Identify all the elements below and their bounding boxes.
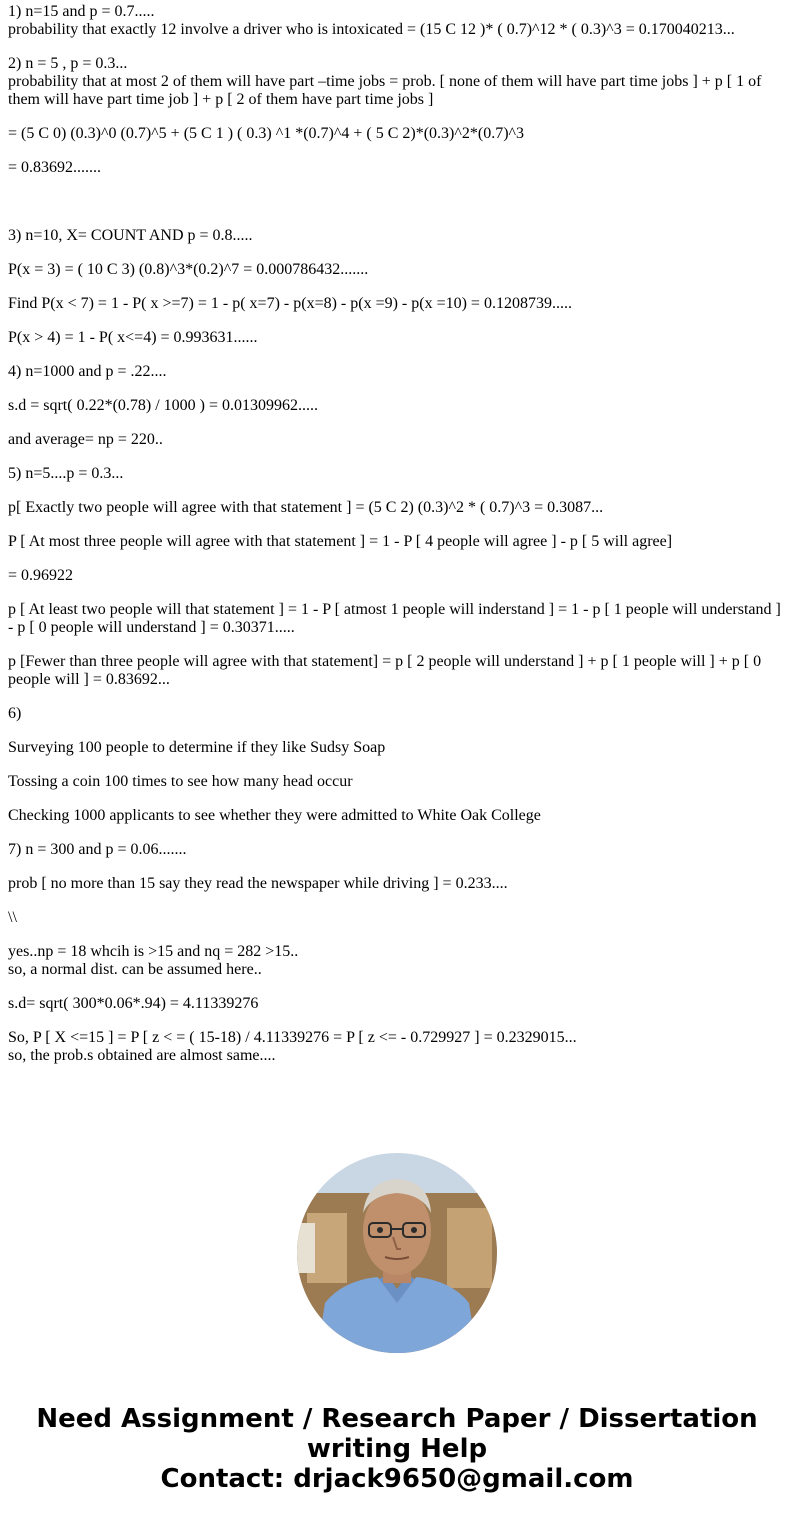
answer-line: = 0.83692....... xyxy=(8,159,102,176)
help-banner-contact[interactable]: Contact: drjack9650@gmail.com xyxy=(160,1464,634,1494)
answer-line: \\ xyxy=(8,909,17,926)
answer-paragraph xyxy=(8,567,786,585)
answer-line: P(x = 3) = ( 10 C 3) (0.8)^3*(0.2)^7 = 0.000786432....... xyxy=(8,261,369,278)
answer-line: yes..np = 18 whcih is >15 and nq = 282 >15.. xyxy=(8,943,299,960)
answer-line: 2) n = 5 , p = 0.3... xyxy=(8,55,128,72)
answer-paragraph xyxy=(8,261,786,279)
answer-paragraph xyxy=(8,465,786,483)
answer-paragraph xyxy=(8,125,786,143)
answer-paragraph xyxy=(8,653,786,689)
answer-line: 6) xyxy=(8,705,22,722)
answer-paragraph xyxy=(8,499,786,517)
answer-paragraph xyxy=(8,995,786,1013)
answer-paragraph xyxy=(8,807,786,825)
answer-paragraph xyxy=(8,533,786,551)
answer-line: Checking 1000 applicants to see whether they were admitted to White Oak College xyxy=(8,807,541,824)
author-avatar xyxy=(297,1153,497,1353)
answer-line: Find P(x < 7) = 1 - P( x >=7) = 1 - p( x=7) - p(x=8) - p(x =9) - p(x =10) = 0.1208739..... xyxy=(8,295,572,312)
answer-paragraph xyxy=(8,773,786,791)
answer-line: P [ At most three people will agree with that statement ] = 1 - P [ 4 people will agree ] - p [ 5 will agree] xyxy=(8,533,673,550)
answer-paragraph xyxy=(8,363,786,381)
answer-paragraph xyxy=(8,875,786,893)
answer-paragraph xyxy=(8,943,786,979)
answer-line: 4) n=1000 and p = .22.... xyxy=(8,363,167,380)
answer-line: so, a normal dist. can be assumed here.. xyxy=(8,961,262,978)
answer-line: s.d= sqrt( 300*0.06*.94) = 4.11339276 xyxy=(8,995,259,1012)
answer-paragraph xyxy=(8,909,786,927)
answer-paragraph xyxy=(8,397,786,415)
answer-paragraph xyxy=(8,705,786,723)
answer-paragraph xyxy=(8,1029,786,1065)
author-portrait-image xyxy=(297,1153,497,1353)
answer-line: 3) n=10, X= COUNT AND p = 0.8..... xyxy=(8,227,253,244)
answer-paragraph xyxy=(8,329,786,347)
answer-line: = (5 C 0) (0.3)^0 (0.7)^5 + (5 C 1 ) ( 0.3) ^1 *(0.7)^4 + ( 5 C 2)*(0.3)^2*(0.7)^3 xyxy=(8,125,525,142)
answer-line: Tossing a coin 100 times to see how many head occur xyxy=(8,773,353,790)
answer-paragraph xyxy=(8,739,786,757)
answer-line: s.d = sqrt( 0.22*(0.78) / 1000 ) = 0.01309962..... xyxy=(8,397,319,414)
answer-line: 5) n=5....p = 0.3... xyxy=(8,465,124,482)
answer-line: p [ At least two people will that statement ] = 1 - P [ atmost 1 people will inderstand ] = 1 - p [ 1 people will understand ] - p [ 0 people will understand ] = 0.30371..... xyxy=(8,601,781,636)
answer-paragraph xyxy=(8,3,786,39)
answer-paragraph xyxy=(8,431,786,449)
answer-line: prob [ no more than 15 say they read the newspaper while driving ] = 0.233.... xyxy=(8,875,508,892)
answer-line: probability that at most 2 of them will have part –time jobs = prob. [ none of them will have part time jobs ] + p [ 1 of them will have part time job ] + p [ 2 of them have part time jobs ] xyxy=(8,73,762,108)
answer-paragraph xyxy=(8,227,786,245)
answer-paragraph xyxy=(8,601,786,637)
answer-line: so, the prob.s obtained are almost same.... xyxy=(8,1047,276,1064)
answer-paragraph xyxy=(8,295,786,313)
answer-line: So, P [ X <=15 ] = P [ z < = ( 15-18) / 4.11339276 = P [ z <= - 0.729927 ] = 0.2329015... xyxy=(8,1029,577,1046)
help-banner-line1: Need Assignment / Research Paper / Dissertation xyxy=(36,1404,758,1434)
answer-line: = 0.96922 xyxy=(8,567,74,584)
answer-paragraph xyxy=(8,159,786,177)
answer-line: Surveying 100 people to determine if they like Sudsy Soap xyxy=(8,739,386,756)
answer-document xyxy=(8,3,786,1081)
answer-line: probability that exactly 12 involve a driver who is intoxicated = (15 C 12 )* ( 0.7)^12 * ( 0.3)^3 = 0.170040213... xyxy=(8,21,735,38)
answer-line: and average= np = 220.. xyxy=(8,431,163,448)
answer-line: P(x > 4) = 1 - P( x<=4) = 0.993631...... xyxy=(8,329,258,346)
help-banner-line2: writing Help xyxy=(306,1434,488,1464)
answer-line: p [Fewer than three people will agree with that statement] = p [ 2 people will understand ] + p [ 1 people will ] + p [ 0 people will ] = 0.83692... xyxy=(8,653,762,688)
help-banner xyxy=(0,1404,794,1494)
answer-paragraph xyxy=(8,841,786,859)
blank-spacer xyxy=(8,193,786,211)
answer-line: p[ Exactly two people will agree with that statement ] = (5 C 2) (0.3)^2 * ( 0.7)^3 = 0.3087... xyxy=(8,499,604,516)
answer-paragraph xyxy=(8,55,786,109)
answer-line: 1) n=15 and p = 0.7..... xyxy=(8,3,155,20)
answer-line: 7) n = 300 and p = 0.06....... xyxy=(8,841,187,858)
